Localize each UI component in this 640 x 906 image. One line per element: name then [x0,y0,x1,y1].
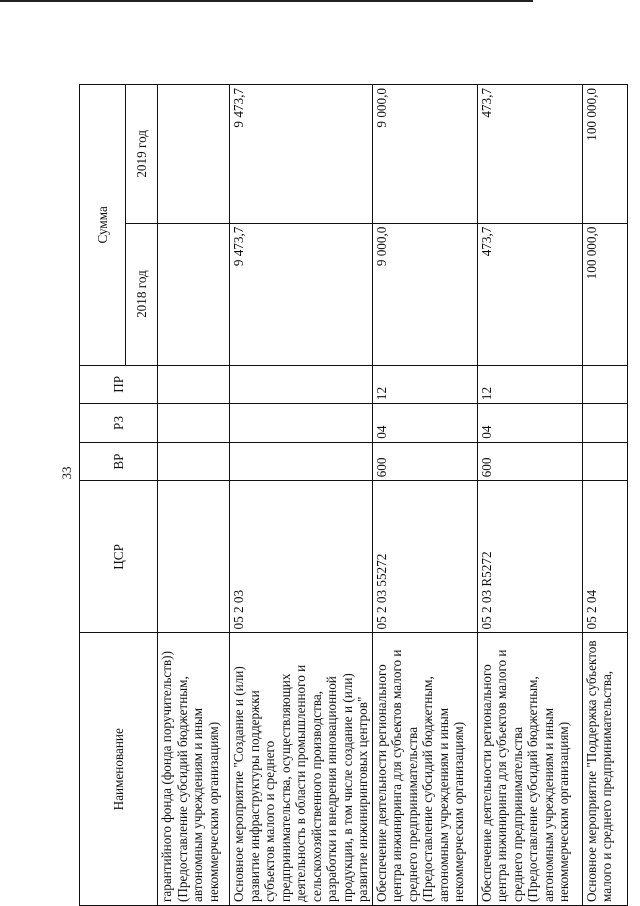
row-csr: 05 2 04 [582,481,627,633]
header-csr: ЦСР [80,481,158,633]
header-vr: ВР [80,442,158,481]
header-2019: 2019 год [126,85,158,224]
row-pr [158,365,230,404]
row-pr [582,365,627,404]
row-vr [158,442,230,481]
table-row [372,85,477,906]
row-pr [230,365,373,404]
row-2019: 9 473,7 [230,85,373,224]
row-name: Основное мероприятие "Создание и (или) развитие инфраструктуры поддержки субъектов малого и среднего предпринимательства, осуществляющих деятельность в области промышленного и сельскохозяйственного производства, разработки и внедрения инновационной продукции, в том числе создание и (или) развитие инжиниринговых центров" [230,633,373,906]
top-border-line [0,0,533,2]
row-csr: 05 2 03 R5272 [477,481,582,633]
row-rz [158,404,230,443]
row-csr: 05 2 03 55272 [372,481,477,633]
row-2019 [158,85,230,224]
row-2019: 100 000,0 [582,85,627,224]
row-pr: 12 [477,365,582,404]
budget-table [79,84,628,906]
header-pr: ПР [80,365,158,404]
header-name: Наименование [80,633,158,906]
table-row [230,85,373,906]
rotated-page [79,84,622,906]
header-2018: 2018 год [126,223,158,365]
row-vr [582,442,627,481]
row-vr [230,442,373,481]
row-2018: 100 000,0 [582,223,627,365]
header-row-top [80,85,126,906]
row-vr: 600 [477,442,582,481]
header-rz: РЗ [80,404,158,443]
row-rz [230,404,373,443]
row-2018: 473,7 [477,223,582,365]
row-name: гарантийного фонда (фонда поручительств)) (Предоставление субсидий бюджетным, автономным учреждениям и иным некоммерческим организациям) [158,633,230,906]
row-2019: 9 000,0 [372,85,477,224]
row-csr [158,481,230,633]
table-row [158,85,230,906]
row-name: Основное мероприятие "Поддержка субъектов малого и среднего предпринимательства, [582,633,627,906]
row-rz [582,404,627,443]
table-row [582,85,627,906]
row-2019: 473,7 [477,85,582,224]
row-2018: 9 000,0 [372,223,477,365]
row-csr: 05 2 03 [230,481,373,633]
row-rz: 04 [372,404,477,443]
row-2018 [158,223,230,365]
row-vr: 600 [372,442,477,481]
row-rz: 04 [477,404,582,443]
row-name: Обеспечение деятельности регионального центра инжиниринга для субъектов малого и среднего предпринимательства (Предоставление субсидий бюджетным, автономным учреждениям и иным некоммерческим организациям) [372,633,477,906]
row-name: Обеспечение деятельности регионального центра инжиниринга для субъектов малого и среднего предпринимательства (Предоставление субсидий бюджетным, автономным учреждениям и иным некоммерческим организациям) [477,633,582,906]
header-sum: Сумма [80,85,126,366]
row-pr: 12 [372,365,477,404]
row-2018: 9 473,7 [230,223,373,365]
page-number: 33 [59,466,74,480]
table-row [477,85,582,906]
